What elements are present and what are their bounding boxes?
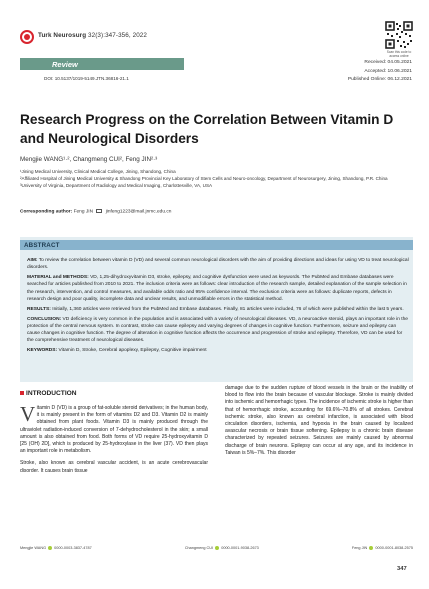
orcid-entry-3: Feng JIN 0000-0001-8038-2575 xyxy=(351,546,413,550)
orcid-icon xyxy=(48,546,52,550)
introduction-heading: INTRODUCTION xyxy=(26,389,77,397)
article-type-label: Review xyxy=(52,59,78,69)
journal-header xyxy=(38,32,147,39)
abstract-conclusion: CONCLUSION: VD deficiency is very common in the population and is associated with a variety of neurological diseases. VD, a neuroactive steroid, plays an important role in the protection of the central nervous system. In contrast, stroke can cause epilepsy and varying degrees of changes in cognitive function. Furthermore, seizure and epilepsy can cause changes in cognitive function. The degree of alteration in cognitive function affects the occurrence and progression of stroke and epilepsy. Therefore, VD can be used for the comprehensive treatment of neurological diseases. xyxy=(27,316,408,344)
orcid-footer xyxy=(20,546,413,550)
intro-paragraph-1: Vitamin D (VD) is a group of fat-soluble steroid derivatives; in the human body, it is mainly present in the form of vitamins D2 and D3. Vitamin D2 is mainly obtained from plant foods. Vitamin D3 is mainly produced through the ultraviolet radiation-induced conversion of 7-dehydrocholesterol in the skin; a small amount is also obtained from food. Both forms of VD require 25-hydroxyvitamin D [25 (OH) 2D], which is produced by 25-hydroxylase in the liver (37). VD then plays an important role in metabolism. xyxy=(20,401,208,455)
affiliations xyxy=(20,168,415,189)
intro-column-2 xyxy=(225,385,413,462)
review-banner xyxy=(20,58,184,70)
corresponding-name: Feng JIN xyxy=(73,209,94,215)
qr-code-icon[interactable] xyxy=(385,21,413,49)
corresponding-email[interactable]: jinfeng1223@mail.jnmc.edu.cn xyxy=(105,209,172,215)
intro-paragraph-2: Stroke, also known as cerebral vascular accident, is an acute cerebrovascular disorder. It causes brain tissue xyxy=(20,460,208,474)
intro-column-1 xyxy=(20,401,208,480)
email-icon xyxy=(96,209,102,213)
accepted-date: Accepted: 10.06.2021 xyxy=(364,68,412,74)
orcid-icon xyxy=(215,546,219,550)
orcid-entry-2: Changmeng CUI 0000-0001-9038-2673 xyxy=(184,546,259,550)
page-number: 347 xyxy=(397,566,407,572)
orcid-icon xyxy=(369,546,373,550)
abstract-results: RESULTS: Initially, 1,360 articles were retrieved from the PubMed and Embase databases. Finally, 81 articles were included, 76 of which were published within the last 5 years. xyxy=(27,306,404,312)
affiliation-2: ²Affiliated Hospital of Jining Medical University & Shandong Provincial Key Laboratory of Stem Cells and Neuro-oncology, Department of Neurosurgery, Jining, Shandong, P.R. China xyxy=(20,176,388,182)
orcid-entry-1: Mengjie WANG 0000-0003-3837-4787 xyxy=(20,546,92,550)
abstract-methods: MATERIAL and METHODS: VD, 1,25-dihydroxyvitamin D3, stroke, epilepsy, and cognitive dysfunction were used as keywords. The PubMed and Embase databases were searched for articles published from 2010 to 2021. The inclusion criteria were as follows: clear introduction of the research sample, detailed explanation of the sample selection in the research, intervention, and control measures, and available odds ratio and 95% confidence interval. The exclusion criteria were as follows: duplicate reports, defects in research design and poor quality, incomplete data and unclear results, and unmodifiable errors in the statistical method. xyxy=(27,275,407,302)
drop-cap: V xyxy=(20,401,36,426)
abstract-keywords: KEYWORDS: Vitamin D, Stroke, Cerebral apoplexy, Epilepsy, Cognitive impairment xyxy=(27,348,207,354)
affiliation-3: ³University of Virginia, Department of Radiology and Medical Imaging, Charlottesville, VA, USA xyxy=(20,183,213,189)
qr-caption: Scan this code to access online xyxy=(386,50,412,58)
journal-citation: 32(3):347-356, 2022 xyxy=(88,32,147,39)
section-marker-icon xyxy=(20,391,24,395)
author-list: Mengjie WANG¹·², Changmeng CUI², Feng JIN²·³ xyxy=(20,156,158,163)
corresponding-label: Corresponding author: xyxy=(20,209,73,215)
journal-name: Turk Neurosurg xyxy=(38,32,87,39)
received-date: Received: 04.05.2021 xyxy=(364,60,412,65)
abstract-aim: AIM: To review the correlation between vitamin D (VD) and several common neurological disorders with the aim of providing directions and ideas for using VD to treat neurological disorders. xyxy=(27,258,409,271)
intro-paragraph-3: damage due to the sudden rupture of blood vessels in the brain or the inability of blood to flow into the brain because of vascular blockage. Stroke is mainly divided into ischemic and hemorrhagic types. The incidence of ischemic stroke is higher than that of hemorrhagic stroke, accounting for 69.6%–70.8% of all strokes. Cerebral ischemic stroke, also known as cerebral infarction, is associated with blood circulation disorders, ischemia, and hypoxia in the brain caused by localized avascular necrosis or brain tissue softening. Epilepsy is a chronic brain disease characterized by repeated seizures. Seizures are mainly caused by abnormal discharge of brain neurons. Epilepsy can occur at any age, and its incidence in Taiwan is 5%–7%. This disorder xyxy=(225,385,413,456)
article-dates xyxy=(312,59,412,85)
published-date: Published Online: 06.12.2021 xyxy=(347,77,412,83)
affiliation-1: ¹Jining Medical University, Clinical Medical College, Jining, Shandong, China xyxy=(20,169,176,174)
abstract-body xyxy=(27,257,409,357)
doi[interactable]: DOI: 10.5137/1019-5149.JTN.36816-21.1 xyxy=(44,76,129,81)
journal-logo-icon xyxy=(20,30,34,44)
corresponding-author xyxy=(20,209,171,214)
article-title: Research Progress on the Correlation Between Vitamin D and Neurological Disorders xyxy=(20,112,394,146)
abstract-header-bar xyxy=(20,240,413,250)
abstract-heading: ABSTRACT xyxy=(24,241,60,249)
